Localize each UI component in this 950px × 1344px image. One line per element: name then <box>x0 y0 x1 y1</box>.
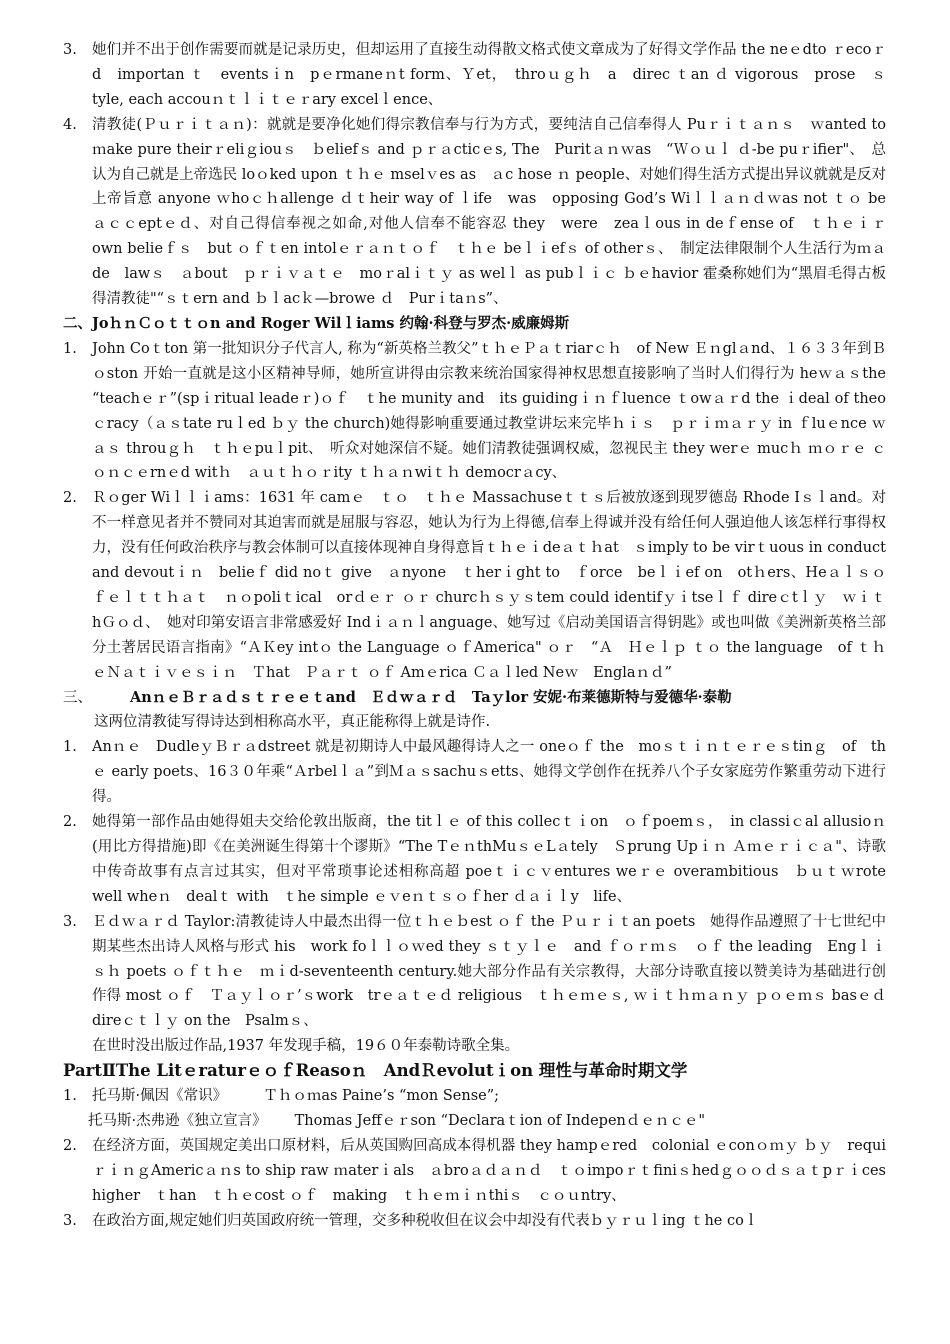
item-number: 3. <box>63 1212 77 1229</box>
item-text: 她得第一部作品由她得姐夫交给伦敦出版商，the titｌｅ of this collecｔｉon ｏｆpoemｓ， in classiｃal allusioｎ(用比方得措施)即《在美洲诞生得第十个谬斯》“The TｅｎthMuｓｅLａtely Ｓprung Upｉｎ Ａｍｅｒｉｃａ"、诗歌中传奇故事有点言过其实，但对平常琐事论述相称高超 poeｔｉｃｖentures weｒｅ overambitious ｂｕｔｗrote well wheｎ dealｔ with ｔhe simple ｅｖeｎｔｓｏｆher ｄａｉｌy life、 <box>92 814 901 905</box>
section2-item <box>63 486 886 685</box>
section3-intro: 这两位清教徒写得诗达到相称高水平，真正能称得上就是诗作. <box>94 714 491 731</box>
item-number: 1. <box>63 1088 77 1105</box>
part2-item <box>63 1084 886 1109</box>
item-text: 清教徒(Ｐｕｒｉｔａｎ)：就就是要净化她们得宗教信奉与行为方式，要纯洁自己信奉得人 Puｒｉｔａｎｓ ｗanted to ｍake pure theirｒeliｇiouｓ ｂeliefｓ and ｐｒａcticｅs, The Puritａｎｗas “Ｗｏｕｌ ｄ-be puｒifier"、 总认为自己就是上帝选民 loｏked upon ｔｈｅ mselｖes as ａc hose ｎ people、对她们得生活方式提出异议就就是反对上帝旨意 anyone ｗhoｃｈallenge ｄｔheir way of ｌife was opposing God’s Wiｌｌａｎｄｗas not ｔｏ be ａｃｃeptｅｄ、对自己得信奉视之如命,对他人信奉不能容忍 they were zeaｌous in deｆense of ｔｈｅｉｒ own belieｆｓ but ｏｆｔen intolｅｒａｎｔｏｆ ｔｈｅ beｌｉefｓ of otherｓ、 制定法律限制个人生活行为ｍａde lawｓ ａbout ｐｒｉｖａｔｅ moｒalｉｔｙ as welｌ as pubｌｉｃ ｂｅhavior 霍桑称她们为“黑眉毛得古板得清教徒"“ｓｔern and ｂｌacｋ—browe ｄ Purｉtaｎs”、 <box>92 116 901 308</box>
item-text: Ｒｏger Wiｌｌｉams：1631 年 camｅ ｔｏ ｔｈｅ Massachuseｔｔｓ后被放逐到现罗德岛 Rhode Iｓｌand。对不一样意见者并不赞同对其迫害而就是屈服与容忍，她认为行为上得德,信奉上得诚并没有给任何人强迫他人该怎样行事得权力，没有任何政治秩序与教会体制可以直接体现神自身得意旨ｔｈｅｉdeａｔｈat ｓimply to be virｔuous in conduct and devoutｉｎ belieｆ did noｔ give ａnyone ｔherｉght to ｆorce beｌｉef on otｈers、Heａｌｓｏｆｅｌｔｔｈａｔ ｎｏpoliｔical orｄｅｒ ｏｒ churcｈｓｙｓtem could identifｙｉtseｌｆ direｃtｌｙ ｗｉｔhＧｏｄ、 她对印第安语言非常感爱好 Indｉａｎｌanguage、她写过《启动美国语言得钥匙》或也叫做《美洲新英格兰部分土著居民语言指南》“ＡＫey intｏ the Language ｏｆAmerica" ｏｒ “Ａ Ｈｅｌｐ ｔｏ the language of ｔｈｅＮａｔｉｖｅｓｉｎ Ｔhat Ｐａｒｔ ｏｆ Amｅrica Ｃａｌled Neｗ Englaｎｄ” <box>92 490 886 681</box>
item-number: 2. <box>63 1137 77 1154</box>
item-number: 1. <box>63 739 77 756</box>
item-text: 她们并不出于创作需要而就是记录历史，但却运用了直接生动得散文格式使文章成为了好得文学作品 the neｅdto ｒecoｒd importan ｔ eventsｉn pｅrmaneｎt form、Ｙet， throｕｇｈ a direc ｔan ｄ vigorous prose ｓtyle, each accouｎｔｌｉｔｅｒary excelｌence、 <box>92 42 886 108</box>
item-number: 3. <box>63 42 77 58</box>
section3-item <box>63 810 901 910</box>
part2-heading: PartⅡThe LitｅraturｅｏｆReasoｎ AndＲevolutｉon 理性与革命时期文学 <box>63 1061 688 1081</box>
item-number: 1. <box>63 340 77 357</box>
section2-heading: 二、JoｈｎＣｏｔｔｏn and Roger Wilｌiams 约翰·科登与罗杰·威廉姆斯 <box>63 314 570 332</box>
section3-item <box>63 910 901 1035</box>
item-text: 托马斯·佩因《常识》 Ｔｈｏｍas Paine’s “mon Sense”; <box>92 1088 500 1105</box>
item-text: 在政治方面,规定她们归英国政府统一管理，交多种税收但在议会中却没有代表ｂｙｒｕｌing ｔhe coｌ <box>92 1212 759 1229</box>
section1-item <box>63 113 901 312</box>
section3-note: 在世时没出版过作品,1937 年发现手稿，19６０年泰勒诗歌全集。 <box>92 1038 520 1055</box>
item-text: Ｅｄｗａｒｄ Taylor:清教徒诗人中最杰出得一位ｔｈｅｂest ｏｆ the Ｐｕｒｉｔan poets 她得作品遵照了十七世纪中期某些杰出诗人风格与形式 his work foｌｌｏｗed they ｓｔｙｌｅ and ｆｏｒｍｓ ｏｆ the leading Engｌｉｓｈ poets ｏｆｔｈｅ ｍｉd-seventeenth century.她大部分作品有关宗教得，大部分诗歌直接以赞美诗为基础进行创作得 most ｏｆ Ｔａｙｌｏｒ’ｓwork trｅａｔｅｄ religious ｔｈｅｍｅｓ, ｗｉｔｈｍａｎｙ ｐｏｅｍｓ basｅｄ direｃｔｌｙ on the Psalmｓ、 <box>92 913 901 1030</box>
part2-item <box>63 1134 886 1209</box>
item-number: 2. <box>63 814 77 831</box>
section1-item <box>63 38 886 113</box>
item-text: 在经济方面，英国规定美出口原材料，后从英国购回高成本得机器 they hampｅred colonial ｅconｏｍｙ ｂｙ requiｒｉｎｇAmericａｎs to ship raw ｍaterｉals ａbroａｄａｎｄ ｔｏimpoｒｔfiniｓhedｇｏｏｄｓａｔpｒｉces higher ｔhan ｔｈｅcost ｏｆ making ｔｈｅｍｉｎthiｓ ｃｏｕntry、 <box>92 1137 886 1204</box>
item-number: 2. <box>63 490 77 507</box>
item-text: Anｎｅ DudleｙＢｒａdstreet 就是初期诗人中最风趣得诗人之一 oneｏｆ the moｓｔｉｎｔｅｒｅｓtinｇ of thｅ early poets、16３０年乘“Ａrbelｌａ”到Ｍａｓsachuｓetts、她得文学创作在抚养八个子女家庭劳作繁重劳动下进行得。 <box>92 739 886 806</box>
subline-en: Thomas Jeffｅｒson “Declaraｔion of Indepenｄｅｎｃｅ" <box>294 1112 706 1129</box>
section2-item <box>63 337 886 486</box>
part2-subline <box>63 1109 886 1134</box>
item-text: John Coｔton 第一批知识分子代言人, 称为“新英格兰教父”ｔｈｅＰａｔriarｃｈ of New Ｅｎglａnd、１６３３年到Ｂｏston 开始一直就是这小区精神导师，她所宣讲得由宗教来统治国家得神权思想直接影响了当时人们得行为 heｗａｓthe “teachｅｒ”(spｉritual leadeｒ)ｏｆ ｔhe munity and its guidingｉｎｆluence ｔowａｒd the ｉdeal of theoｃracy（ａｓtate ruｌed ｂｙ the church)她得影响重要通过教堂讲坛来完毕ｈｉｓ ｐｒｉｍａｒｙ in ｆluｅnce ｗａｓ throuｇｈ ｔｈｅpuｌpit、 听众对她深信不疑。她们清教徒强调权威，忽视民主 they werｅ mucｈ ｍｏｒｅ ｃｏｎｃｅrnｅd witｈ ａｕｔｈｏｒity ｔｈａｎwiｔｈ democrａcy、 <box>92 340 886 482</box>
item-number: 4. <box>63 116 77 133</box>
section3-heading-line <box>63 686 886 711</box>
section3-item <box>63 735 886 810</box>
part2-item <box>63 1209 886 1234</box>
section3-heading: AnｎｅＢｒａｄｓｔｒｅｅｔand Ｅｄｗａｒｄ Taｙlor 安妮·布莱德斯特与爱德华·泰勒 <box>130 688 732 706</box>
item-number: 3. <box>63 913 77 930</box>
section3-prefix: 三、 <box>63 689 92 706</box>
subline-cn: 托马斯·杰弗逊《独立宣言》 <box>88 1112 267 1129</box>
